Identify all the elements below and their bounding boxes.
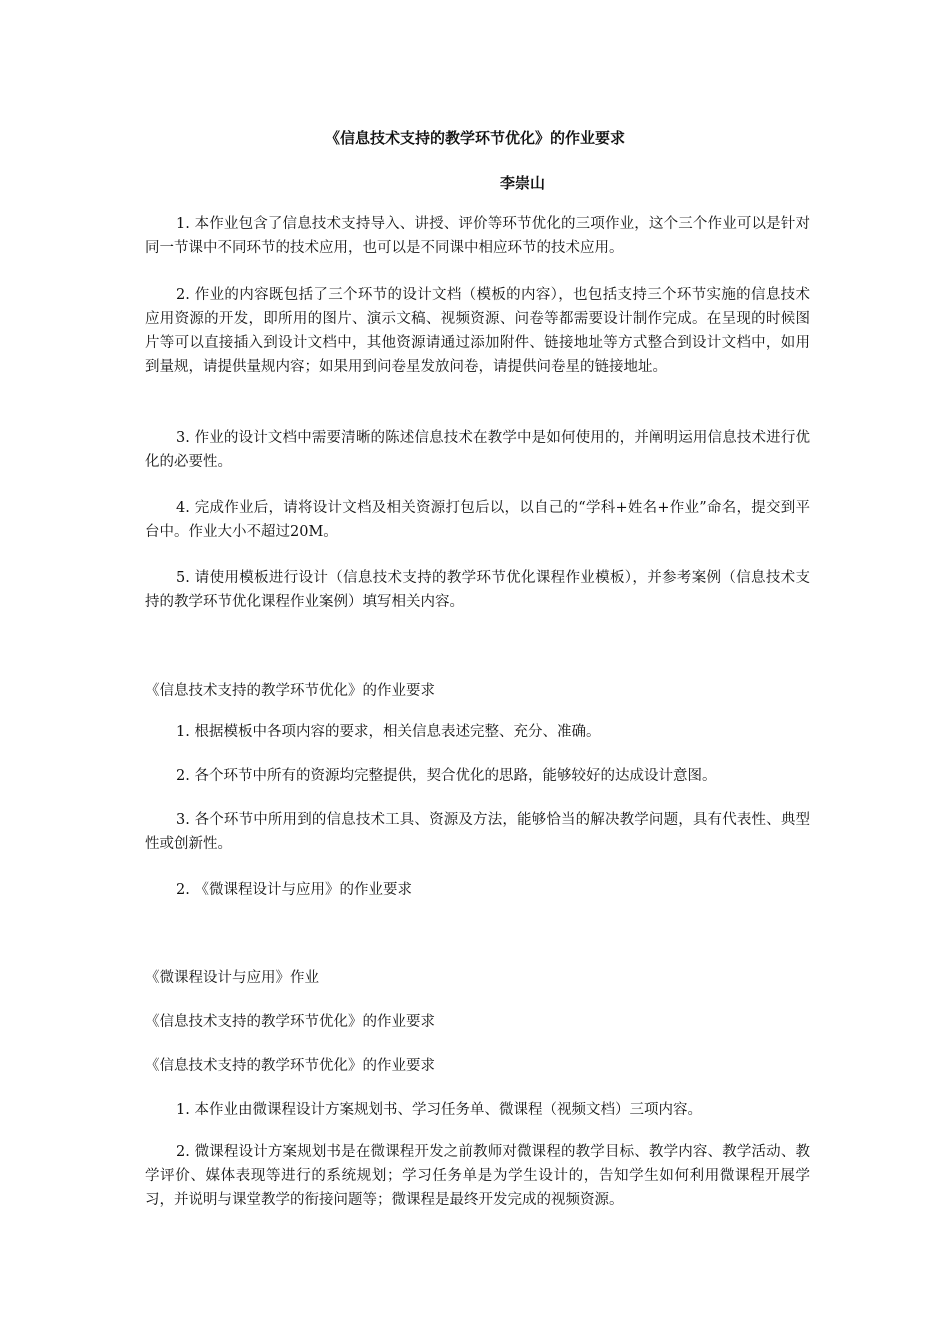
- document-title: 《信息技术支持的教学环节优化》的作业要求: [324, 129, 625, 147]
- requirement-paragraph-4: 4. 完成作业后，请将设计文档及相关资源打包后以，以自己的“学科+姓名+作业”命名，提交到平台中。作业大小不超过20M。: [145, 500, 810, 540]
- micro-course-item-2: 2. 微课程设计方案规划书是在微课程开发之前教师对微课程的教学目标、教学内容、教学活动、教学评价、媒体表现等进行的系统规划；学习任务单是为学生设计的，告知学生如何利用微课程开展学习，并说明与课堂教学的衔接问题等；微课程是最终开发完成的视频资源。: [145, 1144, 810, 1208]
- requirement-paragraph-5: 5. 请使用模板进行设计（信息技术支持的教学环节优化课程作业模板），并参考案例（信息技术支持的教学环节优化课程作业案例）填写相关内容。: [145, 570, 810, 610]
- micro-course-item-1: 1. 本作业由微课程设计方案规划书、学习任务单、微课程（视频文档）三项内容。: [176, 1102, 702, 1118]
- section-heading-optimization: 《信息技术支持的教学环节优化》的作业要求: [145, 683, 435, 699]
- document-author: 李崇山: [500, 174, 546, 192]
- criteria-item-3: 3. 各个环节中所用到的信息技术工具、资源及方法，能够恰当的解决教学问题，具有代表性、典型性或创新性。: [145, 812, 810, 852]
- requirement-paragraph-1: 1. 本作业包含了信息技术支持导入、讲授、评价等环节优化的三项作业，这个三个作业可以是针对同一节课中不同环节的技术应用，也可以是不同课中相应环节的技术应用。: [145, 216, 810, 256]
- repeated-heading-1: 《信息技术支持的教学环节优化》的作业要求: [145, 1014, 435, 1030]
- micro-course-heading: 《微课程设计与应用》作业: [145, 970, 319, 986]
- requirement-paragraph-3: 3. 作业的设计文档中需要清晰的陈述信息技术在教学中是如何使用的，并阐明运用信息技术进行优化的必要性。: [145, 430, 810, 470]
- criteria-item-1: 1. 根据模板中各项内容的要求，相关信息表述完整、充分、准确。: [176, 724, 601, 740]
- criteria-item-2: 2. 各个环节中所有的资源均完整提供，契合优化的思路，能够较好的达成设计意图。: [176, 768, 717, 784]
- requirement-paragraph-2: 2. 作业的内容既包括了三个环节的设计文档（模板的内容），也包括支持三个环节实施的信息技术应用资源的开发，即所用的图片、演示文稿、视频资源、问卷等都需要设计制作完成。在呈现的时候图片等可以直接插入到设计文档中，其他资源请通过添加附件、链接地址等方式整合到设计文档中，如用到量规，请提供量规内容；如果用到问卷星发放问卷，请提供问卷星的链接地址。: [145, 287, 810, 375]
- repeated-heading-2: 《信息技术支持的教学环节优化》的作业要求: [145, 1058, 435, 1074]
- section-heading-micro-course: 2. 《微课程设计与应用》的作业要求: [176, 882, 412, 898]
